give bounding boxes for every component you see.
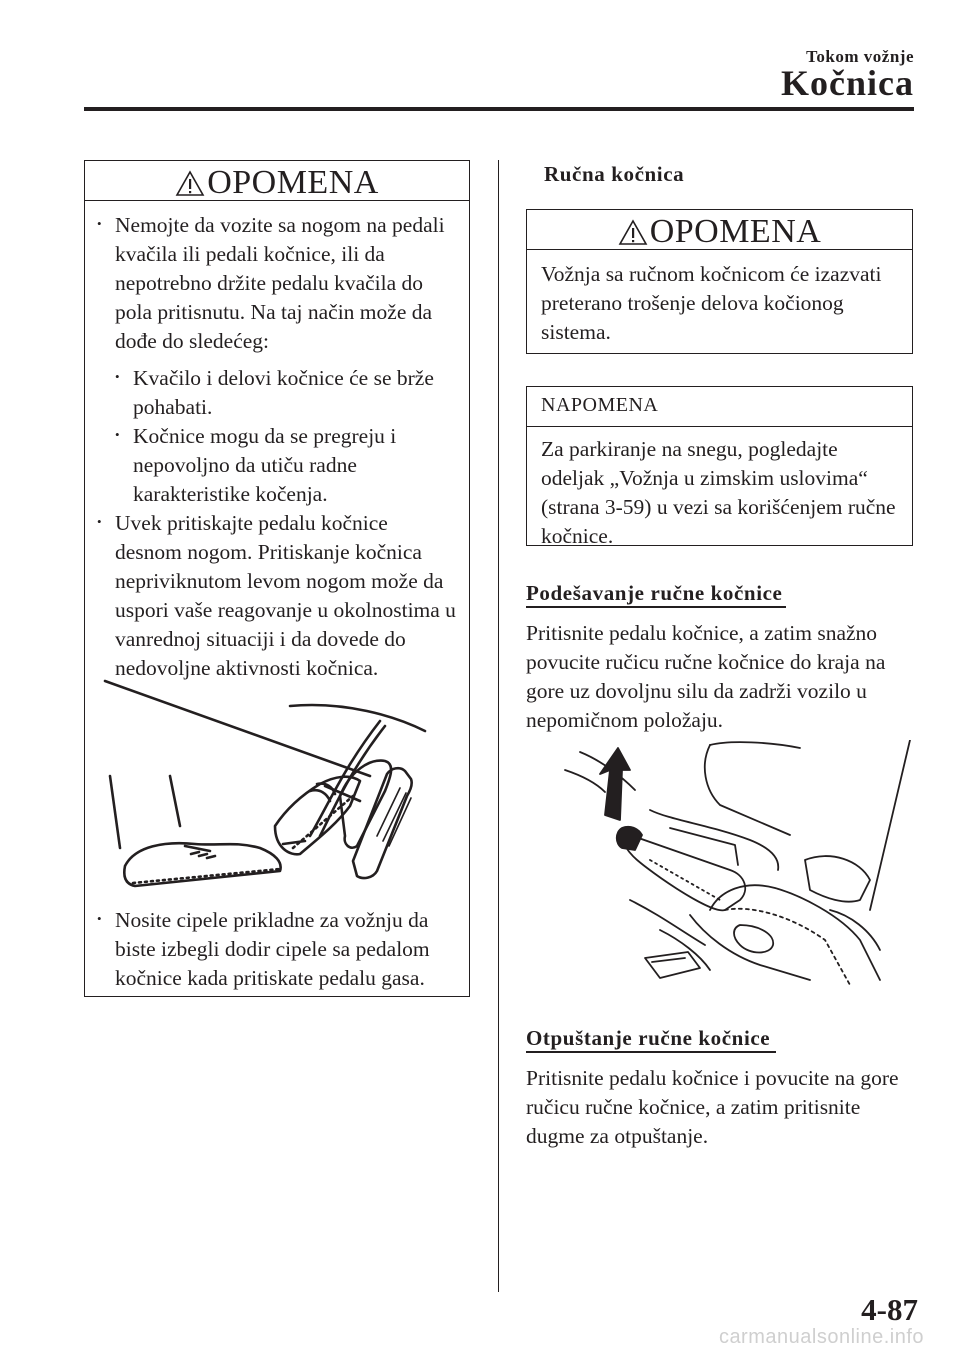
page-number: 4-87 <box>861 1292 918 1327</box>
warning-item: • Uvek pritiskajte pedalu kočnice desnom nogom. Pritiskanje kočnica nepriviknutom levom nogom može da uspori vaše reagovanje u okolnostima u vanrednoj situaciji i da dovede do nedovoljne aktivnosti kočnica. <box>97 509 457 683</box>
right-warning-title: OPOMENA <box>649 213 822 250</box>
left-warning-body <box>85 201 469 683</box>
warning-item: • Nemojte da vozite sa nogom na pedali kvačila ili pedali kočnice, ili da nepotrebno držite pedalu kvačila do pola pritisnutu. Na taj način može da dođe do sledećeg: <box>97 211 457 356</box>
note-box <box>526 386 913 546</box>
note-title: NAPOMENA <box>541 394 659 416</box>
left-warning-title: OPOMENA <box>207 164 379 201</box>
warning-item: • Nosite cipele prikladne za vožnju da biste izbegli dodir cipele sa pedalom kočnice kada pritiskate pedalu gasa. <box>97 906 457 993</box>
setting-heading-text: Podešavanje ručne kočnice <box>526 581 783 605</box>
watermark: carmanualsonline.info <box>718 1326 924 1348</box>
warning-subitem: • Kvačilo i delovi kočnice će se brže pohabati. <box>115 364 457 422</box>
page-title: Kočnica <box>781 63 914 103</box>
header-rule <box>84 107 914 111</box>
handbrake-illustration <box>560 740 920 1008</box>
right-warning-header <box>527 210 912 250</box>
setting-heading-underline <box>526 606 786 608</box>
note-text: Za parkiranje na snegu, pogledajte odeljak „Vožnja u zimskim uslovima“ (strana 3-59) u vezi sa korišćenjem ručne kočnice. <box>541 437 896 548</box>
pedal-illustration <box>95 676 465 901</box>
note-header <box>527 387 912 427</box>
column-divider <box>498 160 499 1292</box>
release-heading-underline <box>526 1051 776 1053</box>
warning-subitem: • Kočnice mogu da se pregreju i nepovoljno da utiču radne karakteristike kočenja. <box>115 422 457 509</box>
release-heading <box>526 1026 770 1051</box>
setting-text: Pritisnite pedalu kočnice, a zatim snažno povucite ručicu ručne kočnice do kraja na gore uz dovoljnu silu da zadrži vozilo u nepomičnom položaju. <box>526 621 886 732</box>
release-heading-text: Otpuštanje ručne kočnice <box>526 1026 771 1050</box>
right-warning-box <box>526 209 913 354</box>
left-warning-box <box>84 160 470 997</box>
right-warning-text: Vožnja sa ručnom kočnicom će izazvati preterano trošenje delova kočionog sistema. <box>541 262 882 344</box>
warning-icon <box>618 219 648 246</box>
warning-subitems <box>97 364 457 509</box>
header-section: Tokom vožnje <box>806 47 914 66</box>
left-warning-header <box>85 161 469 201</box>
setting-heading <box>526 581 782 606</box>
left-warning-last <box>97 906 457 993</box>
handbrake-section-title: Ručna kočnica <box>544 162 685 186</box>
warning-icon <box>175 170 205 197</box>
release-text: Pritisnite pedalu kočnice i povucite na gore ručicu ručne kočnice, a zatim pritisnite dugme za otpuštanje. <box>526 1066 899 1148</box>
